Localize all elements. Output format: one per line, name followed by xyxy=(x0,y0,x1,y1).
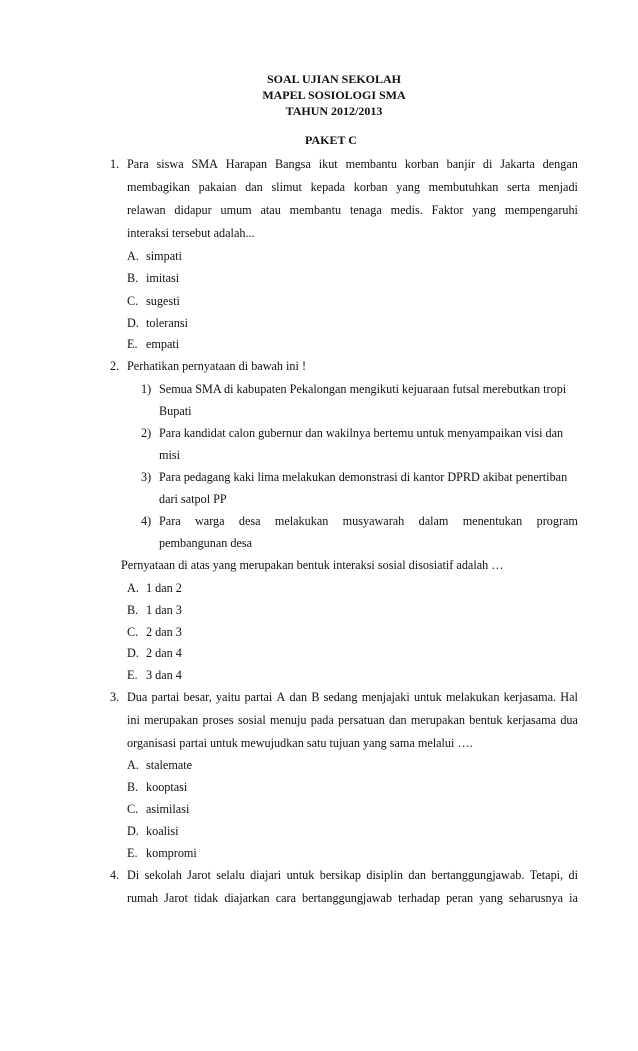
word: didapur xyxy=(174,203,212,217)
word: peran xyxy=(446,891,474,905)
q2-intro: Perhatikan pernyataan di bawah ini ! xyxy=(127,359,307,373)
q2-option-d-label: D. xyxy=(127,646,139,660)
word: membantu xyxy=(289,203,342,217)
q1-line-2 xyxy=(127,180,578,194)
word: Hal xyxy=(560,690,578,704)
q1-option-d-label: D. xyxy=(127,316,139,330)
word: relawan xyxy=(127,203,166,217)
word: untuk xyxy=(413,690,442,704)
word: cara xyxy=(275,891,296,905)
word: Jarot xyxy=(187,868,211,882)
word: proses xyxy=(202,713,234,727)
word: melakukan xyxy=(274,514,329,528)
q1-line-1 xyxy=(127,157,578,171)
word: siswa xyxy=(156,157,184,171)
word: sedang xyxy=(323,690,358,704)
word: bersikap xyxy=(319,868,362,882)
q2-number: 2. xyxy=(110,359,120,373)
word: selalu xyxy=(216,868,245,882)
word: tenaga xyxy=(349,203,382,217)
q4-line-2 xyxy=(127,891,578,905)
word: Faktor xyxy=(431,203,464,217)
word: bentuk xyxy=(469,713,503,727)
word: yang xyxy=(479,891,503,905)
word: terhadap xyxy=(398,891,441,905)
word: mempengaruhi xyxy=(504,203,578,217)
word: dalam xyxy=(418,514,449,528)
q1-option-b-label: B. xyxy=(127,271,139,285)
q3-line-3: organisasi partai untuk mewujudkan satu tujuan yang sama melalui …. xyxy=(127,736,473,750)
q4-line-1 xyxy=(127,868,578,882)
exam-header xyxy=(0,71,638,119)
word: serta xyxy=(507,180,531,194)
word: seharusnya xyxy=(508,891,564,905)
q2-option-b: 1 dan 3 xyxy=(146,603,182,617)
word: banjir xyxy=(446,157,476,171)
word: medis. xyxy=(390,203,423,217)
q2-option-a: 1 dan 2 xyxy=(146,581,182,595)
q3-line-1 xyxy=(127,690,578,704)
word: menentukan xyxy=(462,514,523,528)
q2-option-c-label: C. xyxy=(127,625,139,639)
word: Bangsa xyxy=(274,157,311,171)
word: menuju xyxy=(269,713,307,727)
q3-option-c-label: C. xyxy=(127,802,139,816)
word: kerjasama xyxy=(506,713,557,727)
q2-s2-line-b: misi xyxy=(159,448,180,462)
word: melakukan xyxy=(445,690,500,704)
q1-line-4: interaksi tersebut adalah... xyxy=(127,226,255,240)
word: membagikan xyxy=(127,180,190,194)
word: B xyxy=(311,690,320,704)
word: di xyxy=(568,868,578,882)
q3-option-b-label: B. xyxy=(127,780,139,794)
q3-option-a: stalemate xyxy=(146,758,193,772)
q2-s3-number: 3) xyxy=(141,470,152,484)
q2-s1-line-a: Semua SMA di kabupaten Pekalongan mengikuti kejuaraan futsal merebutkan tropi xyxy=(159,382,567,396)
word: kerjasama. xyxy=(503,690,557,704)
word: kepada xyxy=(310,180,346,194)
word: sekolah xyxy=(144,868,182,882)
word: merupakan xyxy=(144,713,199,727)
q2-option-b-label: B. xyxy=(127,603,139,617)
word: persatuan xyxy=(338,713,385,727)
q2-s4-line-b: pembangunan desa xyxy=(159,536,253,550)
q3-option-d-label: D. xyxy=(127,824,139,838)
word: di xyxy=(482,157,493,171)
word: Jakarta xyxy=(500,157,535,171)
q3-option-e: kompromi xyxy=(146,846,197,860)
q2-s2-line-a: Para kandidat calon gubernur dan wakilnya bertemu untuk menyampaikan visi dan xyxy=(159,426,564,440)
q2-s3-line-b: dari satpol PP xyxy=(159,492,227,506)
word: dan xyxy=(408,868,426,882)
word: tidak xyxy=(193,891,219,905)
q3-option-b: kooptasi xyxy=(146,780,188,794)
word: partai xyxy=(244,690,273,704)
word: desa xyxy=(238,514,261,528)
q1-option-b: imitasi xyxy=(146,271,180,285)
word: disiplin xyxy=(366,868,403,882)
word: yang xyxy=(396,180,420,194)
header-line-1: SOAL UJIAN SEKOLAH xyxy=(266,72,402,86)
word: korban xyxy=(353,180,388,194)
word: menjajaki xyxy=(361,690,410,704)
word: dengan xyxy=(542,157,578,171)
word: rumah xyxy=(127,891,159,905)
word: diajari xyxy=(250,868,282,882)
word: Jarot xyxy=(164,891,188,905)
word: pada xyxy=(310,713,334,727)
q2-s1-line-b: Bupati xyxy=(159,404,192,418)
q1-line-3 xyxy=(127,203,578,217)
q1-option-a: simpati xyxy=(146,249,182,263)
word: musyawarah xyxy=(342,514,405,528)
word: Harapan xyxy=(225,157,268,171)
q1-option-e-label: E. xyxy=(127,337,138,351)
q3-line-2 xyxy=(127,713,578,727)
q3-option-e-label: E. xyxy=(127,846,138,860)
word: menjadi xyxy=(538,180,578,194)
word: bertanggungjawab xyxy=(302,891,393,905)
q4-number: 4. xyxy=(110,868,120,882)
word: atau xyxy=(260,203,281,217)
q2-s1-number: 1) xyxy=(141,382,152,396)
q2-option-a-label: A. xyxy=(127,581,139,595)
paket-label: PAKET C xyxy=(305,133,357,147)
word: SMA xyxy=(191,157,218,171)
q2-option-e: 3 dan 4 xyxy=(146,668,182,682)
word: korban xyxy=(404,157,439,171)
word: yaitu xyxy=(215,690,241,704)
word: diajarkan xyxy=(224,891,270,905)
header-line-3: TAHUN 2012/2013 xyxy=(285,104,383,118)
q3-option-c: asimilasi xyxy=(146,802,190,816)
q2-option-d: 2 dan 4 xyxy=(146,646,182,660)
word: untuk xyxy=(286,868,315,882)
word: pakaian xyxy=(198,180,237,194)
word: program xyxy=(536,514,578,528)
word: ikut xyxy=(318,157,338,171)
word: sosial xyxy=(237,713,266,727)
word: ia xyxy=(569,891,578,905)
q2-s2-number: 2) xyxy=(141,426,152,440)
header-line-2: MAPEL SOSIOLOGI SMA xyxy=(262,88,406,102)
word: dan xyxy=(245,180,263,194)
word: merupakan xyxy=(410,713,465,727)
q2-s3-line-a: Para pedagang kaki lima melakukan demonstrasi di kantor DPRD akibat penertiban xyxy=(159,470,568,484)
word: Di xyxy=(127,868,140,882)
q2-question: Pernyataan di atas yang merupakan bentuk interaksi sosial disosiatif adalah … xyxy=(121,558,504,572)
q2-s4-line-a xyxy=(159,514,578,528)
q1-option-e: empati xyxy=(146,337,180,351)
q1-option-a-label: A. xyxy=(127,249,139,263)
word: ini xyxy=(127,713,140,727)
q2-option-e-label: E. xyxy=(127,668,138,682)
word: yang xyxy=(472,203,496,217)
q1-option-c-label: C. xyxy=(127,294,139,308)
word: umum xyxy=(220,203,252,217)
word: membutuhkan xyxy=(428,180,499,194)
q1-number: 1. xyxy=(110,157,120,171)
q3-number: 3. xyxy=(110,690,120,704)
word: bertanggungjawab. xyxy=(431,868,525,882)
q1-option-d: toleransi xyxy=(146,316,188,330)
q2-option-c: 2 dan 3 xyxy=(146,625,182,639)
q1-option-c: sugesti xyxy=(146,294,180,308)
word: Tetapi, xyxy=(529,868,564,882)
word: dan xyxy=(388,713,407,727)
word: partai xyxy=(151,690,180,704)
word: warga xyxy=(194,514,225,528)
word: A xyxy=(276,690,286,704)
word: Dua xyxy=(127,690,148,704)
word: slimut xyxy=(271,180,302,194)
word: dan xyxy=(289,690,308,704)
word: Para xyxy=(159,514,181,528)
word: dua xyxy=(560,713,578,727)
word: besar, xyxy=(183,690,212,704)
q3-option-a-label: A. xyxy=(127,758,139,772)
q2-s4-number: 4) xyxy=(141,514,152,528)
q3-option-d: koalisi xyxy=(146,824,179,838)
word: Para xyxy=(127,157,149,171)
word: membantu xyxy=(345,157,398,171)
